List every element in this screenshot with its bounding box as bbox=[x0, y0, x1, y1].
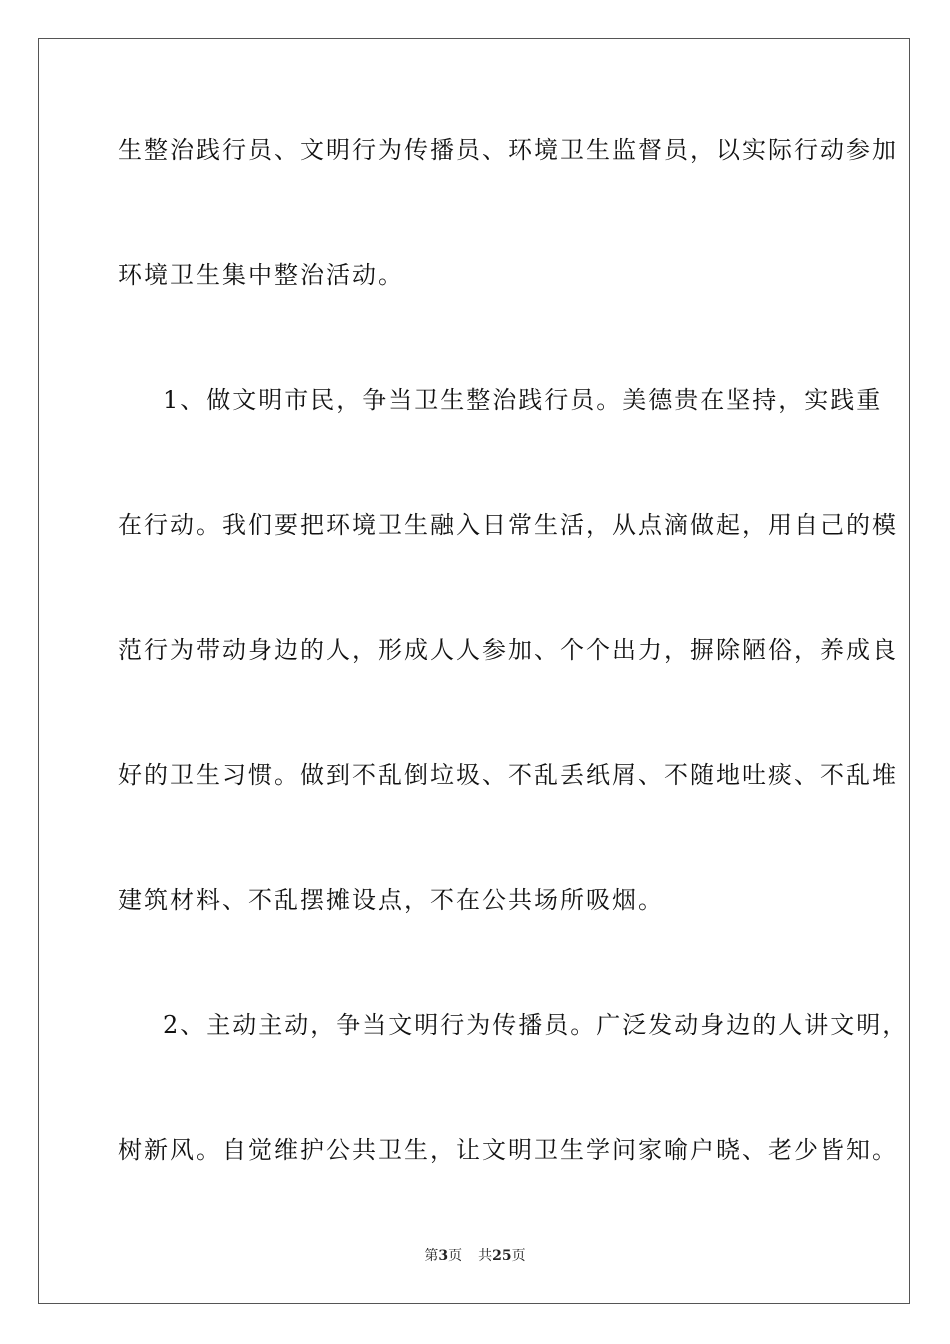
paragraph-line-7: 建筑材料、不乱摆摊设点，不在公共场所吸烟。 bbox=[118, 886, 664, 914]
page-number: 3 bbox=[438, 1248, 449, 1264]
paragraph-line-2: 环境卫生集中整治活动。 bbox=[118, 261, 404, 289]
paragraph-line-1: 生整治践行员、文明行为传播员、环境卫生监督员，以实际行动参加 bbox=[118, 136, 898, 164]
page-footer bbox=[0, 1245, 950, 1265]
page-frame bbox=[38, 38, 910, 1304]
paragraph-line-8: 2、主动主动，争当文明行为传播员。广泛发动身边的人讲文明， bbox=[163, 1011, 909, 1039]
paragraph-line-4: 在行动。我们要把环境卫生融入日常生活，从点滴做起，用自己的模 bbox=[118, 511, 898, 539]
paragraph-line-9: 树新风。自觉维护公共卫生，让文明卫生学问家喻户晓、老少皆知。 bbox=[118, 1136, 898, 1164]
total-prefix: 共 bbox=[478, 1248, 493, 1264]
paragraph-line-5: 范行为带动身边的人，形成人人参加、个个出力，摒除陋俗，养成良 bbox=[118, 636, 898, 664]
paragraph-line-3: 1、做文明市民，争当卫生整治践行员。美德贵在坚持，实践重 bbox=[163, 386, 883, 414]
total-suffix: 页 bbox=[511, 1248, 526, 1264]
paragraph-line-6: 好的卫生习惯。做到不乱倒垃圾、不乱丢纸屑、不随地吐痰、不乱堆 bbox=[118, 761, 898, 789]
total-pages: 25 bbox=[492, 1248, 512, 1264]
page-prefix: 第 bbox=[424, 1248, 439, 1264]
page-suffix: 页 bbox=[448, 1248, 463, 1264]
